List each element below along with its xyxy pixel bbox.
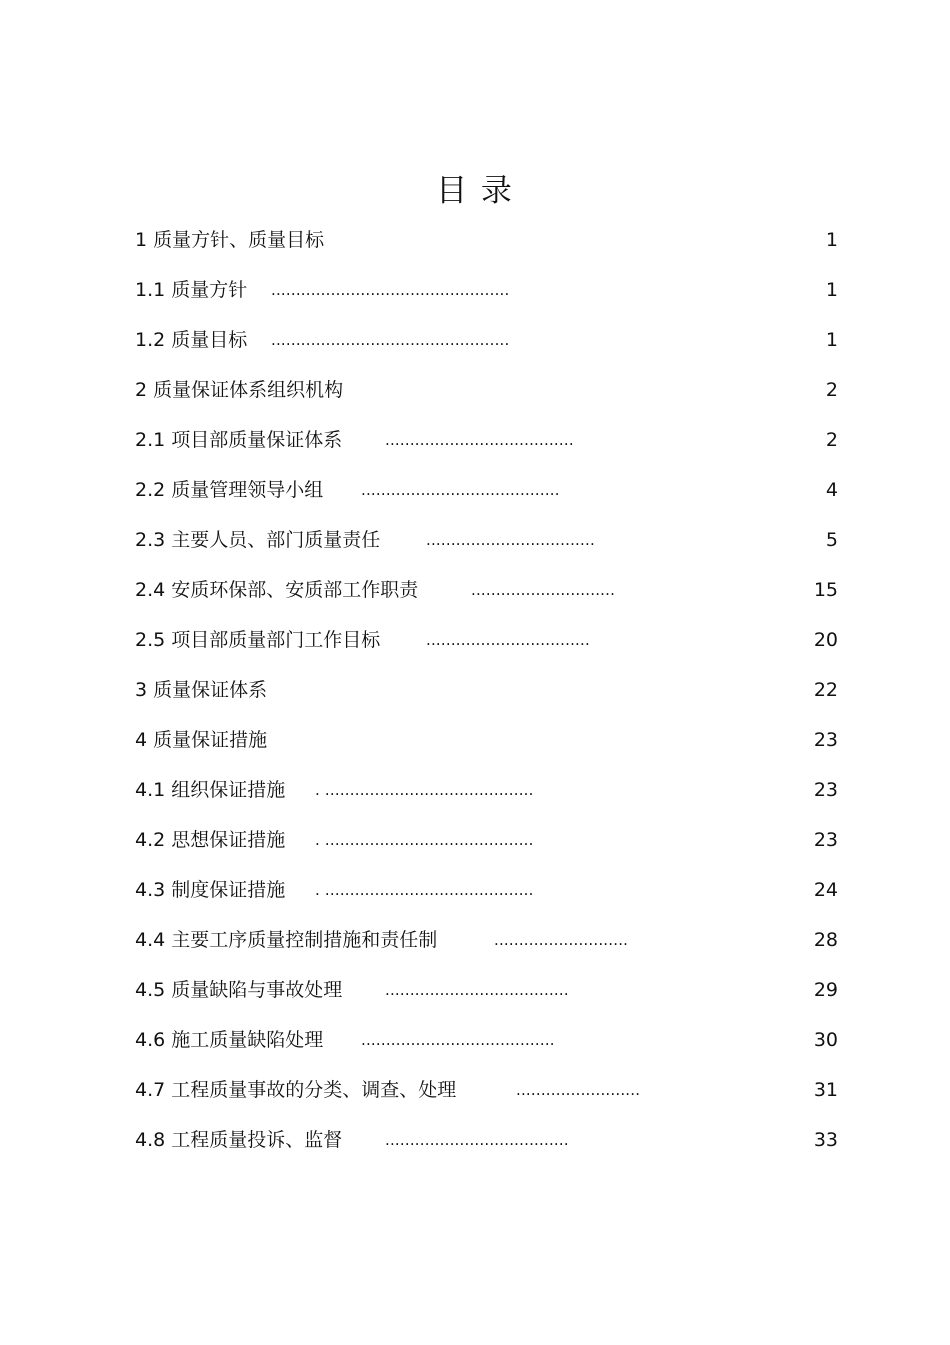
toc-entry-label: 4.4 主要工序质量控制措施和责任制: [135, 929, 438, 951]
toc-entry-label: 2.3 主要人员、部门质量责任: [135, 529, 381, 551]
toc-entry: [135, 315, 838, 365]
toc-entry: [135, 965, 838, 1015]
toc-entry-leader: ................................................: [271, 331, 510, 349]
toc-entry: [135, 415, 838, 465]
toc-entry: [135, 265, 838, 315]
toc-entry: [135, 765, 838, 815]
toc-entry-label: 4.3 制度保证措施: [135, 879, 286, 901]
toc-entry-label: 4.2 思想保证措施: [135, 829, 286, 851]
toc-entry-page: 15: [813, 579, 838, 601]
toc-entry: [135, 915, 838, 965]
toc-entry-page: 31: [813, 1079, 838, 1101]
toc-entry: [135, 515, 838, 565]
toc-entry-label: 1.1 质量方针: [135, 279, 248, 301]
toc-entry-page: 29: [813, 979, 838, 1001]
toc-entry: [135, 465, 838, 515]
toc-entry-leader: .......................................: [361, 1031, 555, 1049]
toc-entry-leader: . ..........................................: [315, 781, 534, 799]
toc-entry-page: 4: [825, 479, 838, 501]
toc-entry-label: 1 质量方针、质量目标: [135, 229, 325, 251]
toc-entry-label: 1.2 质量目标: [135, 329, 248, 351]
toc-entry-page: 30: [813, 1029, 838, 1051]
toc-entry-leader: .................................: [426, 631, 590, 649]
toc-entry-page: 1: [825, 279, 838, 301]
toc-entry-page: 1: [825, 329, 838, 351]
toc-entry: [135, 565, 838, 615]
toc-entry: [135, 615, 838, 665]
toc-entry-label: 2.5 项目部质量部门工作目标: [135, 629, 381, 651]
toc-entry-leader: .............................: [471, 581, 616, 599]
toc-entry-page: 20: [813, 629, 838, 651]
toc-entry: [135, 865, 838, 915]
toc-entry: [135, 815, 838, 865]
toc-entry: [135, 365, 838, 415]
toc-entry-page: 2: [825, 379, 838, 401]
toc-entry-page: 28: [813, 929, 838, 951]
toc-entry-label: 4.8 工程质量投诉、监督: [135, 1129, 343, 1151]
toc-entry-page: 2: [825, 429, 838, 451]
toc-entry-label: 2.2 质量管理领导小组: [135, 479, 324, 501]
toc-entry-page: 23: [813, 729, 838, 751]
toc-entry-label: 4.7 工程质量事故的分类、调查、处理: [135, 1079, 457, 1101]
toc-entry-label: 3 质量保证体系: [135, 679, 268, 701]
toc-entry-leader: ..................................: [426, 531, 595, 549]
toc-entry-leader: ................................................: [271, 281, 510, 299]
toc-entry-page: 23: [813, 779, 838, 801]
toc-entry-page: 5: [825, 529, 838, 551]
toc-entry-leader: ...........................: [494, 931, 629, 949]
toc-entry-label: 4.6 施工质量缺陷处理: [135, 1029, 324, 1051]
toc-entry-label: 4.1 组织保证措施: [135, 779, 286, 801]
toc-entry: [135, 715, 838, 765]
toc-entry-leader: ........................................: [361, 481, 560, 499]
toc-entry-page: 1: [825, 229, 838, 251]
toc-entry: [135, 215, 838, 265]
toc-entry-page: 23: [813, 829, 838, 851]
toc-entry: [135, 1065, 838, 1115]
toc-entry: [135, 1115, 838, 1165]
toc-entry: [135, 1015, 838, 1065]
toc-entry-label: 4.5 质量缺陷与事故处理: [135, 979, 343, 1001]
toc-entry-leader: .........................: [516, 1081, 641, 1099]
toc-title: 目 录: [436, 173, 514, 209]
toc-entry-label: 2 质量保证体系组织机构: [135, 379, 344, 401]
toc-entry-leader: ......................................: [385, 431, 574, 449]
toc-entry-label: 2.4 安质环保部、安质部工作职责: [135, 579, 419, 601]
toc-entry-page: 24: [813, 879, 838, 901]
toc-entry-label: 4 质量保证措施: [135, 729, 268, 751]
toc-entry-label: 2.1 项目部质量保证体系: [135, 429, 343, 451]
toc-entry-leader: . ..........................................: [315, 881, 534, 899]
toc-entry-leader: . ..........................................: [315, 831, 534, 849]
toc-list: [135, 215, 838, 1165]
toc-entry-leader: .....................................: [385, 981, 569, 999]
toc-entry-leader: .....................................: [385, 1131, 569, 1149]
toc-entry-page: 33: [813, 1129, 838, 1151]
toc-entry-page: 22: [813, 679, 838, 701]
toc-entry: [135, 665, 838, 715]
